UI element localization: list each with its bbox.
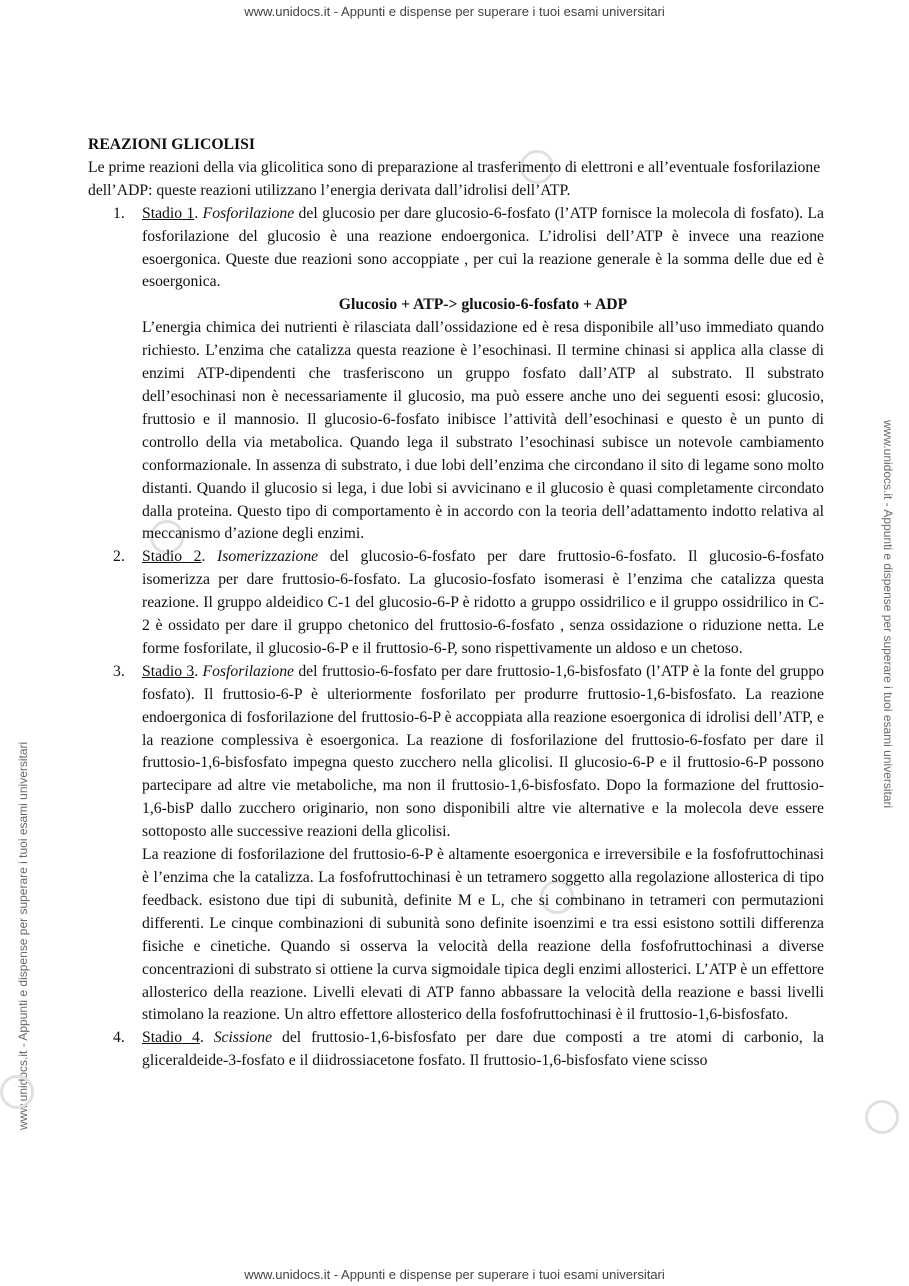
watermark-logo-icon — [865, 1100, 899, 1134]
side-watermark-right: www.unidocs.it - Appunti e dispense per superare i tuoi esami universitari — [881, 420, 895, 809]
side-watermark-left: www.unidocs.it - Appunti e dispense per superare i tuoi esami universitari — [16, 741, 30, 1130]
stage-text: del fruttosio-1,6-bisfosfato per dare due composti a tre atomi di carbonio, la gliceraldeide-3-fosfato e il diidrossiacetone fosfato. Il fruttosio-1,6-bisfosfato viene scisso — [142, 1029, 825, 1070]
reaction-equation: Glucosio + ATP-> glucosio-6-fosfato + ADP — [338, 296, 628, 314]
watermark-logo-icon — [0, 1075, 34, 1109]
stage-text: del glucosio per dare glucosio-6-fosfato (l’ATP fornisce la molecola di fosfato). La fosforilazione del glucosio è una reazione endoergonica. L’idrolisi dell’ATP è invece una reazione esoergonica. Queste due reazioni sono accoppiate , per cui la reazione generale è la somma delle due ed è esoergonica. — [142, 204, 825, 291]
stage-name: Scissione — [213, 1029, 273, 1047]
stage-label: Stadio 3 — [142, 662, 195, 680]
stage-name: Fosforilazione — [202, 662, 295, 680]
item-number: 2. — [113, 548, 125, 566]
intro-paragraph: Le prime reazioni della via glicolitica sono di preparazione al trasferimento di elettroni e all’eventuale fosforilazione dell’ADP: queste reazioni utilizzano l’energia derivata dall’idrolisi dell’ATP. — [88, 158, 821, 199]
stage-name: Isomerizzazione — [217, 548, 319, 566]
list-item: 2. Stadio 2. Isomerizzazione del glucosio-6-fosfato per dare fruttosio-6-fosfato. Il glucosio-6-fosfato isomerizza per dare fruttosio-6-fosfato. La glucosio-fosfato isomerasi è l’enzima che catalizza questa reazione. Il gruppo aldeidico C-1 del glucosio-6-P è ridotto a gruppo ossidrilico e il gruppo ossidrilico in C-2 è ossidato per dare il gruppo chetonico del fruttosio-6-fosfato , senza ossidazione o riduzione netta. Le forme fosforilate, il glucosio-6-P e il fruttosio-6-P, sono rispettivamente un aldoso e un chetoso. — [113, 548, 824, 657]
header-watermark: www.unidocs.it - Appunti e dispense per superare i tuoi esami universitari — [244, 4, 665, 19]
stage-label: Stadio 2 — [142, 548, 202, 566]
list-item: 1. Stadio 1. Fosforilazione del glucosio per dare glucosio-6-fosfato (l’ATP fornisce la molecola di fosfato). La fosforilazione del glucosio è una reazione endoergonica. L’idrolisi dell’ATP è invece una reazione esoergonica. Queste due reazioni sono accoppiate , per cui la reazione generale è la somma delle due ed è esoergonica. Glucosio + ATP-> glucosio-6-fosfato + ADP L’energia chimica dei nutrienti è rilasciata dall’ossidazione ed è resa disponibile all’uso immediato quando richiesto. L’enzima che catalizza questa reazione è l’esochinasi. Il termine chinasi si applica alla classe di enzimi ATP-dipendenti che trasferiscono un gruppo fosfato dall’ATP al substrato. Il substrato dell’esochinasi non è necessariamente il glucosio, ma può essere anche uno dei seguenti esosi: glucosio, fruttosio e il mannosio. Il glucosio-6-fosfato inibisce l’attività dell’esochinasi e questo è un punto di controllo della via metabolica. Quando lega il substrato l’esochinasi subisce un notevole cambiamento conformazionale. In assenza di substrato, i due lobi dell’enzima che circondano il sito di legame sono molto distanti. Quando il glucosio si lega, i due lobi si avvicinano e il glucosio è quasi completamente circondato dalla proteina. Questo tipo di comportamento è in accordo con la teoria dell’adattamento indotto relativa al meccanismo d’azione degli enzimi. — [88, 203, 824, 547]
stage-text-continued: La reazione di fosforilazione del fruttosio-6-P è altamente esoergonica e irreversibile e la fosfofruttochinasi è l’enzima che la catalizza. La fosfofruttochinasi è un tetramero soggetto alla regolazione allosterica di tipo feedback. esistono due tipi di subunità, definite M e L, che si combinano in tetrameri con permutazioni differenti. Le cinque combinazioni di subunità sono definite isoenzimi e tra essi esistono sottili differenza fisiche e cinetiche. Quando si osserva la velocità della reazione della fosfofruttochinasi a diverse concentrazioni di substrato si ottiene la curva sigmoidale tipica degli enzimi allosterici. L’ATP è un effettore allosterico della reazione. Livelli elevati di ATP fanno abbassare la velocità della reazione e bassi livelli stimolano la reazione. Un altro effettore allosterico della fosfofruttochinasi è il fruttosio-1,6-bisfosfato. — [142, 846, 824, 1024]
footer-watermark: www.unidocs.it - Appunti e dispense per superare i tuoi esami universitari — [244, 1267, 665, 1282]
stage-text: del glucosio-6-fosfato per dare fruttosio-6-fosfato. Il glucosio-6-fosfato isomerizza per dare fruttosio-6-fosfato. La glucosio-fosfato isomerasi è l’enzima che catalizza questa reazione. Il gruppo aldeidico C-1 del glucosio-6-P è ridotto a gruppo ossidrilico e il gruppo ossidrilico in C-2 è ossidato per dare il gruppo chetonico del fruttosio-6-fosfato , senza ossidazione o riduzione netta. Le forme fosforilate, il glucosio-6-P e il fruttosio-6-P, sono rispettivamente un aldoso e un chetoso. — [142, 548, 824, 657]
stage-label: Stadio 1 — [142, 204, 195, 222]
stage-text-continued: L’energia chimica dei nutrienti è rilasciata dall’ossidazione ed è resa disponibile all’uso immediato quando richiesto. L’enzima che catalizza questa reazione è l’esochinasi. Il termine chinasi si applica alla classe di enzimi ATP-dipendenti che trasferiscono un gruppo fosfato dall’ATP al substrato. Il substrato dell’esochinasi non è necessariamente il glucosio, ma può essere anche uno dei seguenti esosi: glucosio, fruttosio e il mannosio. Il glucosio-6-fosfato inibisce l’attività dell’esochinasi e questo è un punto di controllo della via metabolica. Quando lega il substrato l’esochinasi subisce un notevole cambiamento conformazionale. In assenza di substrato, i due lobi dell’enzima che circondano il sito di legame sono molto distanti. Quando il glucosio si lega, i due lobi si avvicinano e il glucosio è quasi completamente circondato dalla proteina. Questo tipo di comportamento è in accordo con la teoria dell’adattamento indotto relativa al meccanismo d’azione degli enzimi. — [142, 319, 824, 543]
stage-name: Fosforilazione — [202, 204, 295, 222]
list-item: 3. Stadio 3. Fosforilazione del fruttosio-6-fosfato per dare fruttosio-1,6-bisfosfato (l’ATP è la fonte del gruppo fosfato). Il fruttosio-6-P è ulteriormente fosforilato per produrre fruttosio-1,6-bisfosfato. La reazione endoergonica di fosforilazione del fruttosio-6-P è accoppiata alla reazione esoergonica di idrolisi dell’ATP, e la reazione complessiva è esoergonica. La reazione di fosforilazione del fruttosio-6-fosfato per dare il fruttosio-1,6-bisfosfato impegna questo zucchero nella glicolisi. Il glucosio-6-P e il fruttosio-6-P possono partecipare ad altre vie metaboliche, ma non il fruttosio-1,6-bisfosfato. Dopo la formazione del fruttosio-1,6-bisP dallo zucchero originario, non sono disponibili altre vie alternative e la molecola deve essere sottoposto alle successive reazioni della glicolisi. La reazione di fosforilazione del fruttosio-6-P è altamente esoergonica e irreversibile e la fosfofruttochinasi è l’enzima che la catalizza. La fosfofruttochinasi è un tetramero soggetto alla regolazione allosterica di tipo feedback. esistono due tipi di subunità, definite M e L, che si combinano in tetrameri con permutazioni differenti. Le cinque combinazioni di subunità sono definite isoenzimi e tra essi esistono sottili differenza fisiche e cinetiche. Quando si osserva la velocità della reazione della fosfofruttochinasi a diverse concentrazioni di substrato si ottiene la curva sigmoidale tipica degli enzimi allosterici. L’ATP è un effettore allosterico della reazione. Livelli elevati di ATP fanno abbassare la velocità della reazione e bassi livelli stimolano la reazione. Un altro effettore allosterico della fosfofruttochinasi è il fruttosio-1,6-bisfosfato. — [88, 661, 824, 1028]
item-number: 4. — [113, 1029, 125, 1047]
document-body — [88, 134, 824, 1073]
document-title: REAZIONI GLICOLISI — [88, 136, 255, 153]
stage-label: Stadio 4 — [142, 1029, 200, 1047]
item-number: 3. — [113, 662, 125, 680]
list-item: 4. Stadio 4. Scissione del fruttosio-1,6-bisfosfato per dare due composti a tre atomi di carbonio, la gliceraldeide-3-fosfato e il diidrossiacetone fosfato. Il fruttosio-1,6-bisfosfato viene scisso — [113, 1029, 825, 1070]
item-number: 1. — [113, 204, 125, 222]
stage-text: del fruttosio-6-fosfato per dare fruttosio-1,6-bisfosfato (l’ATP è la fonte del gruppo fosfato). Il fruttosio-6-P è ulteriormente fosforilato per produrre fruttosio-1,6-bisfosfato. La reazione endoergonica di fosforilazione del fruttosio-6-P è accoppiata alla reazione esoergonica di idrolisi dell’ATP, e la reazione complessiva è esoergonica. La reazione di fosforilazione del fruttosio-6-fosfato per dare il fruttosio-1,6-bisfosfato impegna questo zucchero nella glicolisi. Il glucosio-6-P e il fruttosio-6-P possono partecipare ad altre vie metaboliche, ma non il fruttosio-1,6-bisfosfato. Dopo la formazione del fruttosio-1,6-bisP dallo zucchero originario, non sono disponibili altre vie alternative e la molecola deve essere sottoposto alle successive reazioni della glicolisi. — [142, 662, 825, 841]
